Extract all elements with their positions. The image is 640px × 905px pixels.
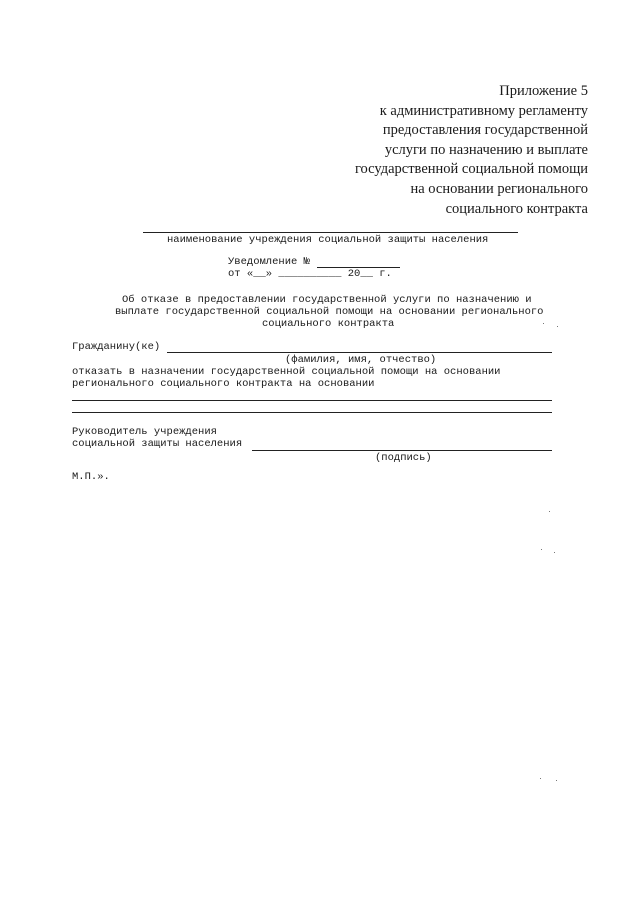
scan-speck [549,511,550,512]
citizen-name-line [167,352,552,353]
scan-speck [554,552,555,553]
subject-line: Об отказе в предоставлении государственной услуги по назначению и [122,294,532,306]
scan-speck [541,549,542,550]
subject-line: выплате государственной социальной помощи на основании регионального [115,306,544,318]
scan-speck [543,323,544,324]
signature-caption: (подпись) [375,452,432,464]
notice-date: от «__» __________ 20__ г. [228,268,392,280]
appendix-title: Приложение 5 [499,83,588,99]
scan-speck [557,326,558,327]
notice-number-label: Уведомление № [228,256,310,268]
refusal-text: отказать в назначении государственной социальной помощи на основании [72,366,501,378]
signature-line [252,450,552,451]
citizen-label: Гражданину(ке) [72,341,161,353]
institution-caption: наименование учреждения социальной защиты населения [167,234,489,246]
head-title: социальной защиты населения [72,438,243,450]
appendix-line: услуги по назначению и выплате [384,141,588,158]
reason-line [72,412,552,413]
appendix-line: предоставления государственной [382,122,588,139]
appendix-line: к административному регламенту [379,102,588,119]
scan-speck [556,780,557,781]
reason-line [72,400,552,401]
appendix-line: социального контракта [445,200,588,217]
fio-caption: (фамилия, имя, отчество) [285,354,437,366]
refusal-text: регионального социального контракта на основании [72,378,375,390]
seal-mark: М.П.». [72,471,110,483]
head-title: Руководитель учреждения [72,426,217,438]
appendix-line: на основании регионального [410,180,588,197]
scan-speck [540,778,541,779]
appendix-header [355,82,588,219]
institution-name-line [143,232,518,233]
subject-line: социального контракта [262,318,395,330]
appendix-line: государственной социальной помощи [354,161,588,178]
